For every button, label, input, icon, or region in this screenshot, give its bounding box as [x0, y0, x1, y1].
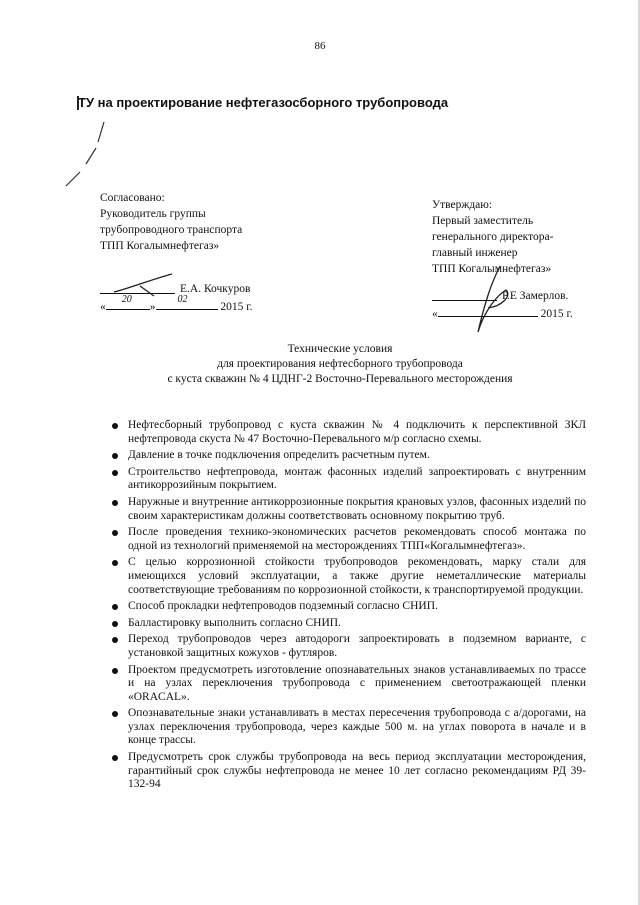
bullet-icon	[112, 668, 118, 674]
signature-left	[110, 270, 180, 300]
approval-left-line1: Согласовано:	[100, 192, 165, 204]
list-item: С целью коррозионной стойкости трубопроводов рекомендовать, марку стали для имеющихся условий эксплуатации, а также другие неметаллические материалы соответствующие требованиям по коррозионной стойкости, к транспортируемой продукции.	[110, 556, 586, 597]
list-item: Наружные и внутренние антикоррозионные покрытия крановых узлов, фасонных изделий по своим характеристикам должны соответствовать основному покрытию труб.	[110, 496, 586, 523]
list-item: Опознавательные знаки устанавливать в местах пересечения трубопровода с а/дорогами, на узлах переключения трубопровода, через каждые 500 м. на углах поворота в начале и в конце трассы.	[110, 707, 586, 748]
approval-right-line1: Утверждаю:	[432, 199, 493, 211]
date-left-open: «	[100, 301, 106, 313]
approval-left-line3: трубопроводного транспорта	[100, 224, 243, 236]
approval-left-line4: ТПП Когалымнефтегаз»	[100, 240, 220, 252]
date-left-day: 20	[121, 294, 132, 305]
list-item: Строительство нефтепровода, монтаж фасонных изделий запроектировать с внутренним антикоррозийным покрытием.	[110, 466, 586, 493]
tech-conditions-line3: с куста скважин № 4 ЦДНГ-2 Восточно-Перевального месторождения	[167, 373, 513, 385]
bullet-icon	[112, 604, 118, 610]
approval-right-line2: Первый заместитель	[432, 215, 534, 227]
list-item: Способ прокладки нефтепроводов подземный согласно СНИП.	[110, 600, 586, 614]
approval-right-line4: главный инженер	[432, 247, 518, 259]
bullet-icon	[112, 560, 118, 566]
list-item: Давление в точке подключения определить расчетным путем.	[110, 449, 586, 463]
date-right	[432, 305, 573, 320]
date-left-close: »	[149, 301, 156, 313]
bullet-icon	[112, 500, 118, 506]
page-number: 86	[314, 40, 326, 52]
margin-pen-stroke	[58, 120, 108, 190]
tech-conditions-title-block	[120, 342, 560, 387]
date-left-year: 2015 г.	[220, 301, 253, 313]
bullet-icon	[112, 453, 118, 459]
approval-left	[100, 190, 242, 254]
bullet-icon	[112, 711, 118, 717]
conditions-list	[110, 419, 586, 795]
bullet-icon	[112, 621, 118, 627]
document-heading: ТУ на проектирование нефтегазосборного трубопровода	[78, 95, 449, 110]
list-item: Проектом предусмотреть изготовление опознавательных знаков устанавливаемых по трассе и на узлах переключения трубопровода с применением светоотражающей пленки «ORACAL».	[110, 664, 586, 705]
bullet-icon	[112, 637, 118, 643]
approval-left-line2: Руководитель группы	[100, 208, 206, 220]
bullet-icon	[112, 423, 118, 429]
tech-conditions-title: Технические условия	[287, 343, 393, 355]
approval-right-line3: генерального директора-	[432, 231, 554, 243]
list-item: После проведения технико-экономических расчетов рекомендовать способ монтажа по одной из технологий применяемой на месторождениях ТПП«Когалымнефтегаз».	[110, 526, 586, 553]
list-item: Нефтесборный трубопровод с куста скважин № 4 подключить к перспективной ЗКЛ нефтепровода скуста № 47 Восточно-Перевального м/р согласно схемы.	[110, 419, 586, 446]
bullet-icon	[112, 470, 118, 476]
bullet-icon	[112, 530, 118, 536]
date-right-open: «	[432, 308, 438, 320]
list-item: Переход трубопроводов через автодороги запроектировать в подземном варианте, с установкой защитных кожухов - футляров.	[110, 633, 586, 660]
signatory-right: Р.Е Замерлов.	[502, 290, 569, 302]
tech-conditions-line2: для проектирования нефтесборного трубопровода	[217, 358, 463, 370]
date-left	[100, 294, 253, 313]
signatory-left: Е.А. Кочкуров	[180, 283, 251, 295]
list-item: Балластировку выполнить согласно СНИП.	[110, 617, 586, 631]
date-right-year: 2015 г.	[540, 308, 573, 320]
date-left-month: 02	[177, 294, 188, 305]
bullet-icon	[112, 755, 118, 761]
approval-right-line5: ТПП Когалымнефтегаз»	[432, 263, 552, 275]
list-item: Предусмотреть срок службы трубопровода на весь период эксплуатации месторождения, гарантийный срок службы нефтепровода не менее 10 лет согласно рекомендациям РД 39-132-94	[110, 751, 586, 792]
